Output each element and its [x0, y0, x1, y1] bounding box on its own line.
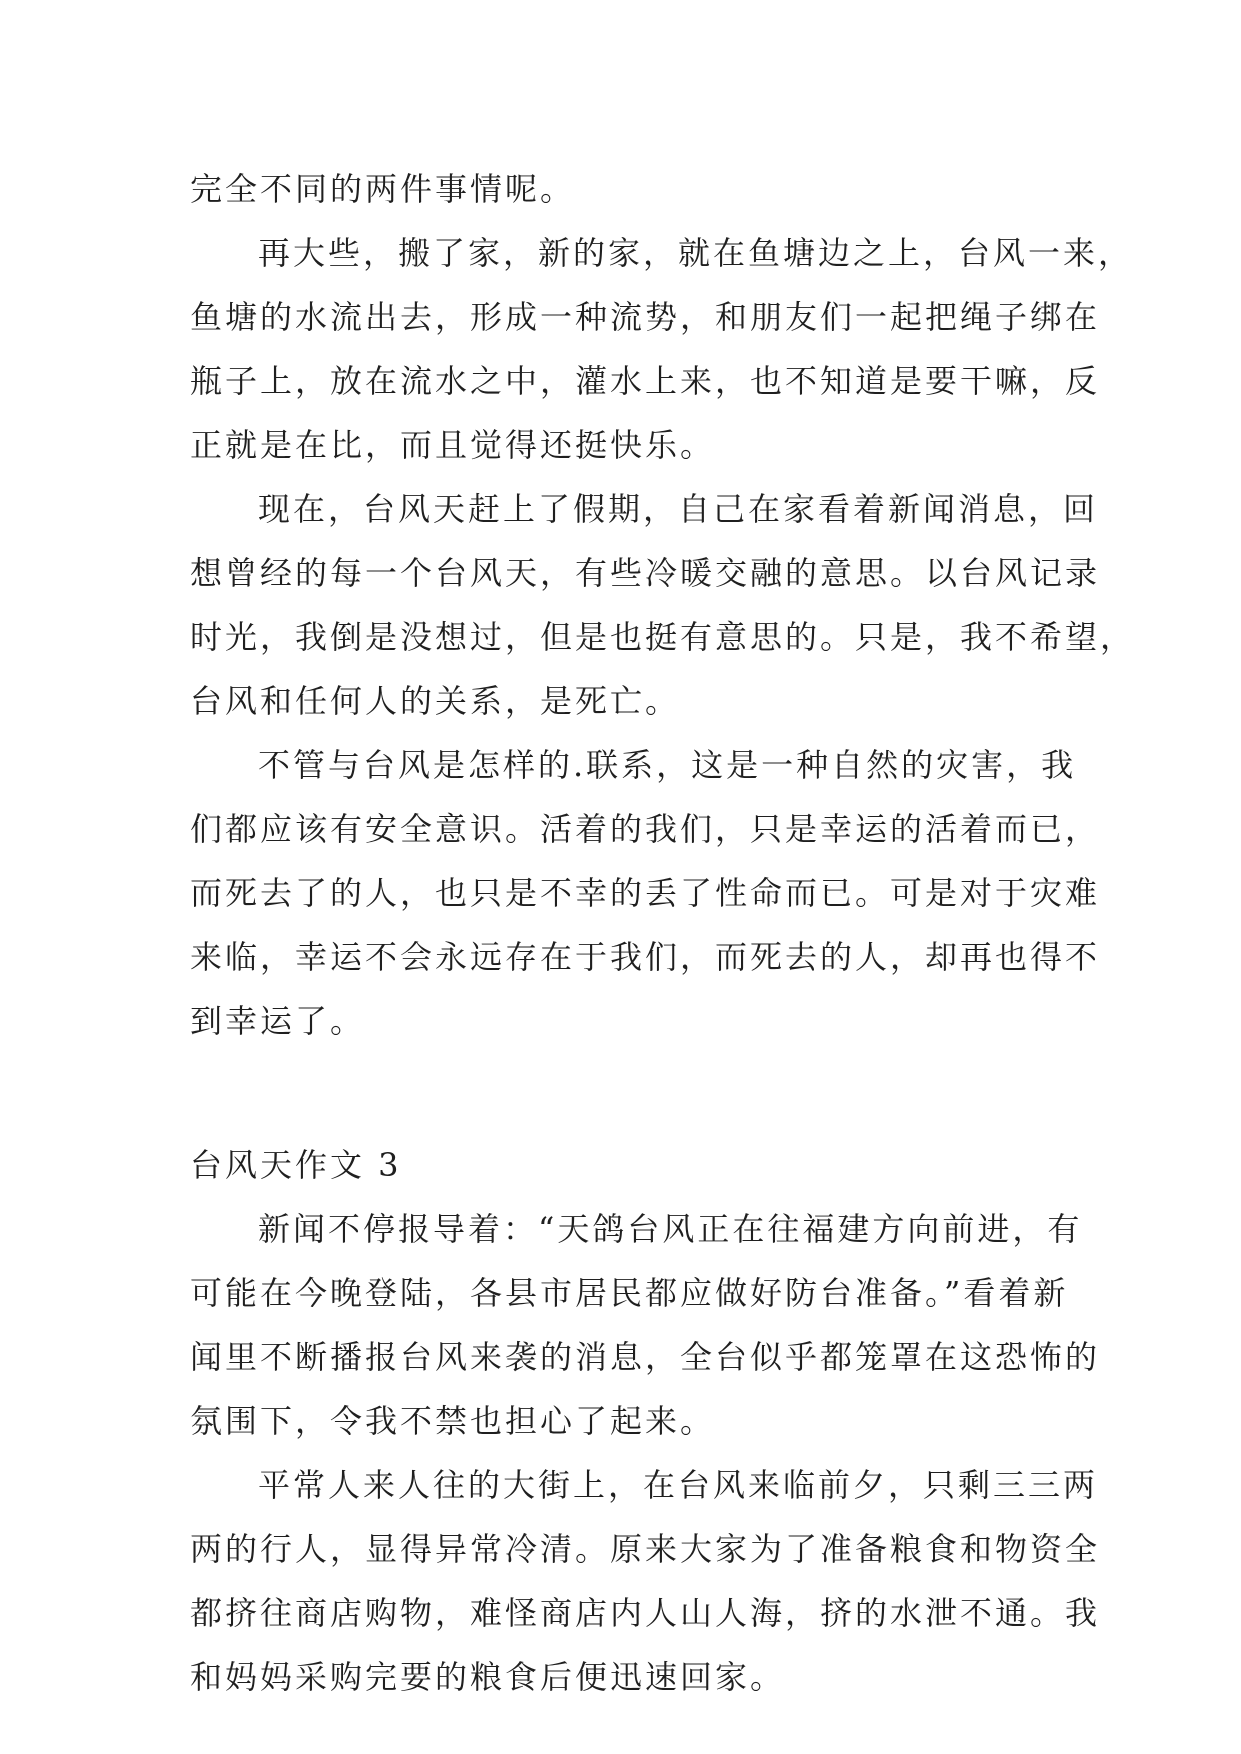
text-line: 来临，幸运不会永远存在于我们，而死去的人，却再也得不: [190, 938, 1101, 976]
text-line: 台风和任何人的关系，是死亡。: [190, 682, 681, 720]
paragraph: [190, 733, 1101, 1053]
text-line: 都挤往商店购物，难怪商店内人山人海，挤的水泄不通。我: [190, 1594, 1101, 1632]
text-line: 而死去了的人，也只是不幸的丢了性命而已。可是对于灾难: [190, 874, 1101, 912]
section-gap: [190, 1053, 1060, 1133]
paragraph: [190, 1197, 1101, 1453]
paragraph: [190, 221, 1134, 477]
text-line: 新闻不停报导着：“天鸽台风正在往福建方向前进，有: [258, 1210, 1083, 1248]
text-line: 时光，我倒是没想过，但是也挺有意思的。只是，我不希望，: [190, 618, 1136, 656]
paragraph: [190, 477, 1136, 733]
text-line: 们都应该有安全意识。活着的我们，只是幸运的活着而已，: [190, 810, 1101, 848]
text-line: 再大些，搬了家，新的家，就在鱼塘边之上，台风一来，: [258, 234, 1134, 272]
text-line: 正就是在比，而且觉得还挺快乐。: [190, 426, 716, 464]
text-line: 现在，台风天赶上了假期，自己在家看着新闻消息，回: [258, 490, 1099, 528]
text-line: 鱼塘的水流出去，形成一种流势，和朋友们一起把绳子绑在: [190, 298, 1101, 336]
paragraph: [190, 157, 1060, 221]
text-line: 不管与台风是怎样的.联系，这是一种自然的灾害，我: [258, 746, 1077, 784]
text-line: 到幸运了。: [190, 1002, 366, 1040]
text-line: 平常人来人往的大街上，在台风来临前夕，只剩三三两: [258, 1466, 1099, 1504]
section-heading: 台风天作文 3: [190, 1146, 402, 1184]
document-body: [190, 157, 1136, 1709]
text-line: 可能在今晚登陆，各县市居民都应做好防台准备。”看着新: [190, 1274, 1069, 1312]
text-line: 和妈妈采购完要的粮食后便迅速回家。: [190, 1658, 786, 1696]
text-line: 两的行人，显得异常冷清。原来大家为了准备粮食和物资全: [190, 1530, 1101, 1568]
text-line: 瓶子上，放在流水之中，灌水上来，也不知道是要干嘛，反: [190, 362, 1101, 400]
paragraph: [190, 1453, 1101, 1709]
text-line: 氛围下，令我不禁也担心了起来。: [190, 1402, 716, 1440]
text-line: 想曾经的每一个台风天，有些冷暖交融的意思。以台风记录: [190, 554, 1101, 592]
text-line: 闻里不断播报台风来袭的消息，全台似乎都笼罩在这恐怖的: [190, 1338, 1101, 1376]
text-line: 完全不同的两件事情呢。: [190, 170, 576, 208]
